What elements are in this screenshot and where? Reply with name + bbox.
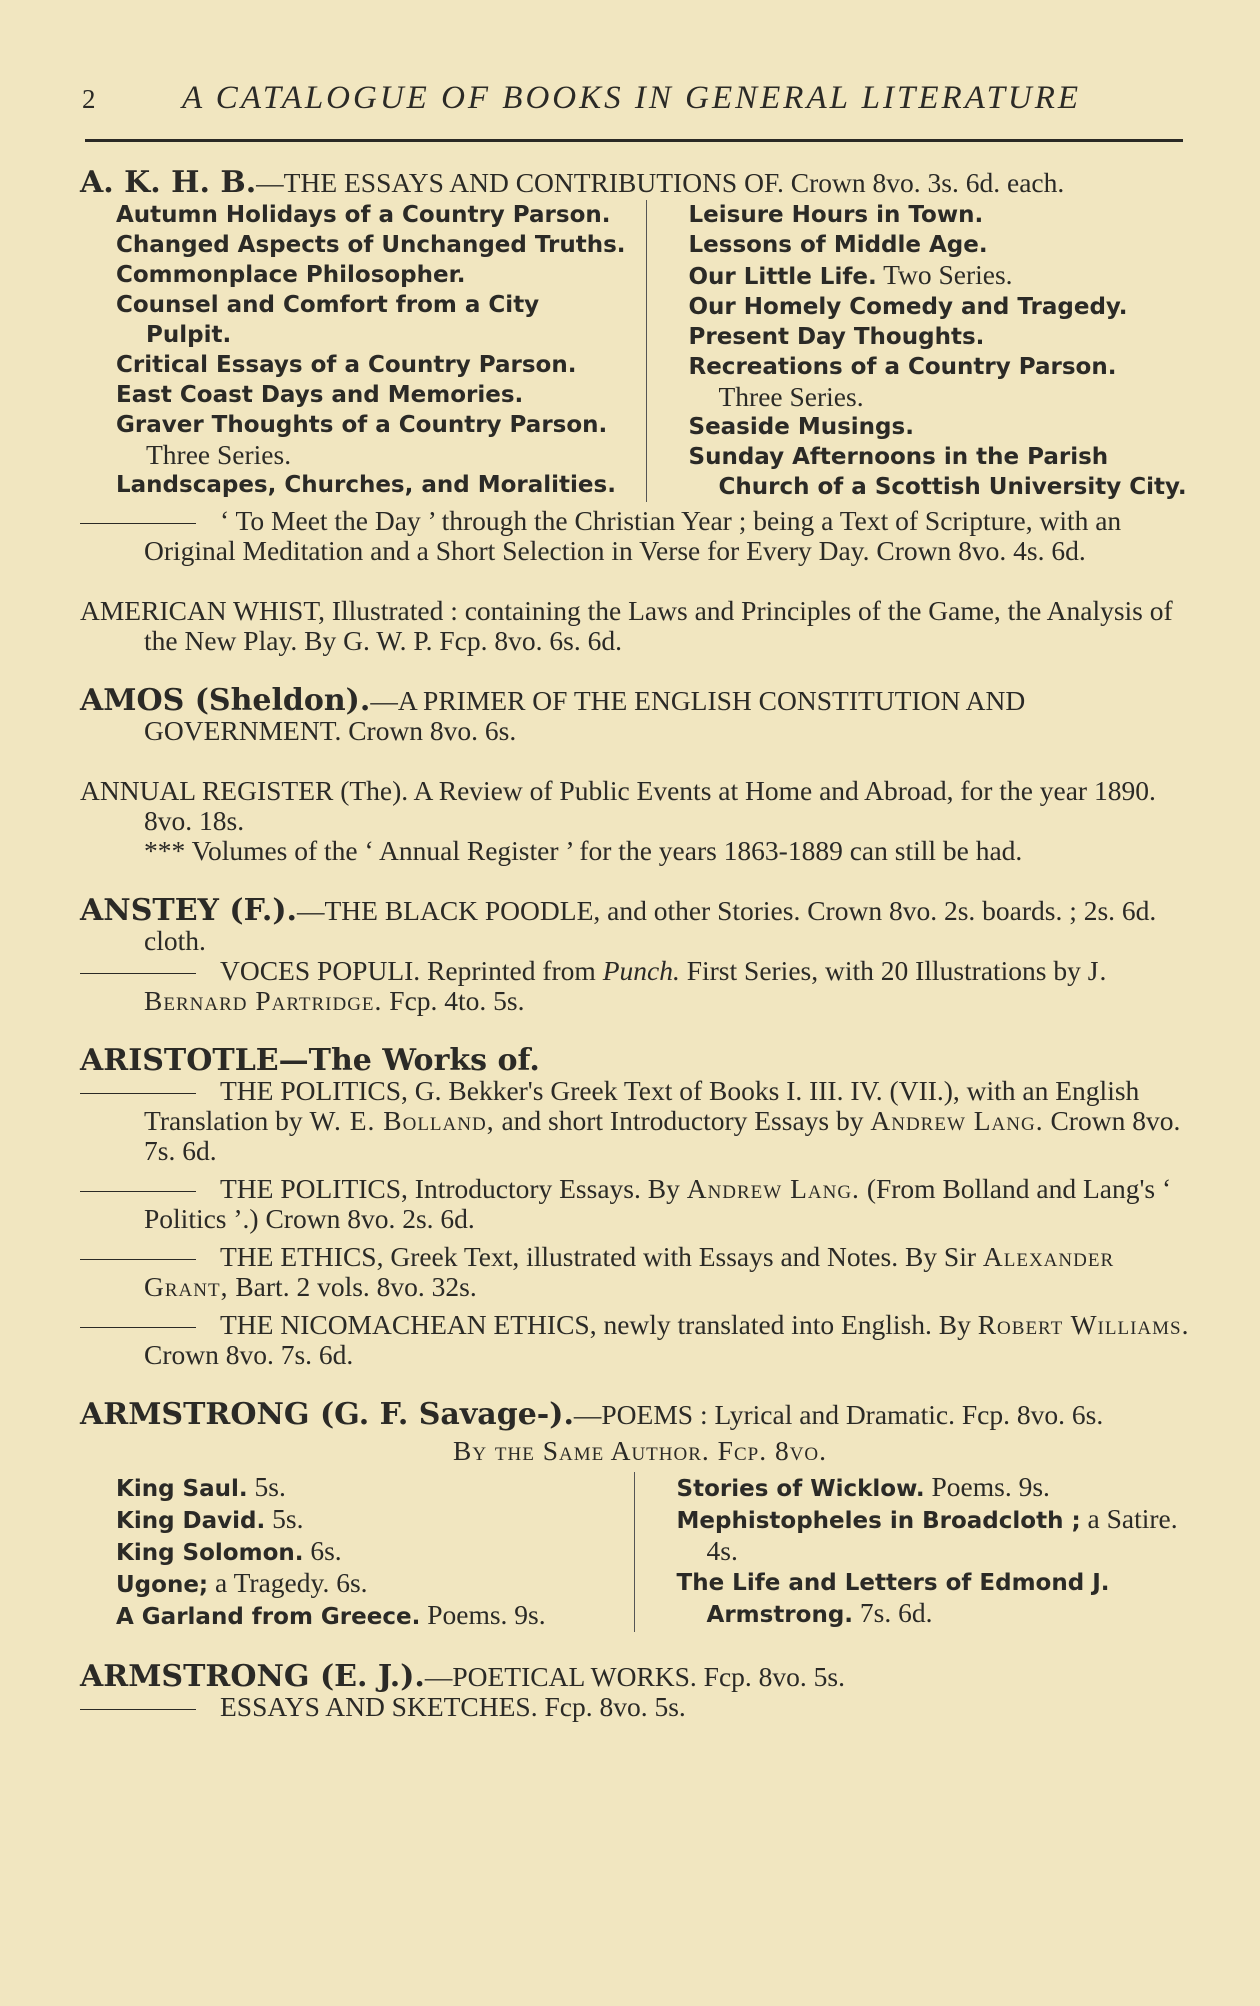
list-item: Present Day Thoughts. xyxy=(688,324,985,350)
author-name: J. Bernard Partridge. xyxy=(144,955,1108,1016)
entry-text: —POETICAL WORKS. Fcp. 8vo. 5s. xyxy=(424,1661,846,1692)
entry-text: (From Bolland and Lang's ‘ Politics ’.) Crown 8vo. 2s. 6d. xyxy=(144,1173,1172,1234)
author-name: Andrew Lang. xyxy=(870,1105,1044,1136)
entry-annual-register xyxy=(80,776,1200,866)
list-item: King Saul. xyxy=(116,1476,248,1502)
author-name: W. E. Bolland, xyxy=(309,1105,495,1136)
title-columns xyxy=(116,200,1200,502)
list-item: Sunday Afternoons in the Parish Church of a Scottish University City. xyxy=(688,444,1187,500)
entry-text: Crown 8vo. 7s. 6d. xyxy=(144,1339,354,1370)
author-name: Robert Williams. xyxy=(977,1309,1190,1340)
titles-right xyxy=(647,200,1201,502)
list-item: Our Little Life. xyxy=(688,264,877,290)
list-item: Ugone; xyxy=(116,1572,209,1598)
list-item: Seaside Musings. xyxy=(688,414,914,440)
list-item: Recreations of a Country Parson. xyxy=(688,354,1117,380)
entry-heading: A. K. H. B. xyxy=(80,165,257,200)
list-item: Commonplace Philosopher. xyxy=(116,262,466,288)
list-item: Leisure Hours in Town. xyxy=(688,202,984,228)
entry-text: ESSAYS AND SKETCHES. Fcp. 8vo. 5s. xyxy=(220,1691,686,1722)
list-price: Poems. 9s. xyxy=(931,1471,1050,1502)
ditto-rule xyxy=(80,1259,196,1260)
list-price: 6s. xyxy=(310,1535,342,1566)
entry-text: —A PRIMER OF THE ENGLISH CONSTITUTION AND GOVERNMENT. Crown 8vo. 6s. xyxy=(144,685,1026,746)
list-item: East Coast Days and Memories. xyxy=(116,382,524,408)
titles-left xyxy=(116,200,647,502)
entry-text: VOCES POPULI. Reprinted from xyxy=(220,955,596,986)
entry-text: and short Introductory Essays by xyxy=(501,1105,864,1136)
list-note: Three Series. xyxy=(146,439,292,470)
entry-text: THE POLITICS, G. Bekker's Greek Text of Books I. III. IV. (VII.), with an English Translation by xyxy=(144,1075,1140,1136)
header-rule xyxy=(85,139,1183,142)
entry-note: *** Volumes of the ‘ Annual Register ’ for the years 1863-1889 can still be had. xyxy=(144,835,1023,866)
entry-text: First Series, with 20 Illustrations by xyxy=(686,955,1081,986)
entry-text: —THE ESSAYS AND CONTRIBUTIONS OF. Crown 8vo. 3s. 6d. each. xyxy=(256,167,1065,198)
list-item: Our Homely Comedy and Tragedy. xyxy=(688,294,1128,320)
entry-american-whist xyxy=(80,596,1200,656)
entry-aristotle xyxy=(80,1043,1200,1370)
same-author-subhead: By the Same Author. Fcp. 8vo. xyxy=(452,1435,828,1466)
list-price: Poems. 9s. xyxy=(427,1599,546,1630)
entry-text: THE ETHICS, Greek Text, illustrated with Essays and Notes. By Sir xyxy=(220,1241,977,1272)
entry-text: —POEMS : Lyrical and Dramatic. Fcp. 8vo. 6s. xyxy=(573,1399,1104,1430)
entry-text: Bart. 2 vols. 8vo. 32s. xyxy=(235,1271,477,1302)
list-price: 5s. xyxy=(254,1471,286,1502)
entry-anstey xyxy=(80,893,1200,1016)
list-item: Counsel and Comfort from a City Pulpit. xyxy=(116,292,540,348)
entry-heading: ARMSTRONG (E. J.). xyxy=(80,1659,425,1694)
list-price: 7s. 6d. xyxy=(859,1597,933,1628)
list-item: King Solomon. xyxy=(116,1540,304,1566)
entry-armstrong-ej xyxy=(80,1659,1200,1722)
ditto-rule xyxy=(80,1709,196,1710)
entry-heading: ANSTEY (F.). xyxy=(80,893,297,928)
entry-text: THE POLITICS, Introductory Essays. By xyxy=(220,1173,680,1204)
list-item: Graver Thoughts of a Country Parson. xyxy=(116,412,608,438)
entry-text: AMERICAN WHIST, Illustrated : containing the Laws and Principles of the Game, the Analysis of the New Play. By G. W. P. Fcp. 8vo. 6s. 6d. xyxy=(80,595,1173,656)
titles-left xyxy=(116,1472,635,1632)
ditto-rule xyxy=(80,1327,196,1328)
author-name: Andrew Lang. xyxy=(686,1173,860,1204)
list-item: King David. xyxy=(116,1508,266,1534)
entry-heading: ARISTOTLE—The Works of. xyxy=(80,1043,540,1078)
entry-akhb xyxy=(80,165,1200,566)
ditto-rule xyxy=(80,1191,196,1192)
author-name: Alexander Grant, xyxy=(144,1241,1115,1302)
list-item: Lessons of Middle Age. xyxy=(688,232,988,258)
catalogue-body xyxy=(80,165,1200,1752)
list-item: Autumn Holidays of a Country Parson. xyxy=(116,202,611,228)
list-price: 5s. xyxy=(272,1503,304,1534)
page-number: 2 xyxy=(82,84,96,114)
list-item: Stories of Wicklow. xyxy=(676,1476,925,1502)
entry-armstrong-gf xyxy=(80,1397,1200,1632)
list-price: a Satire. 4s. xyxy=(706,1503,1178,1566)
entry-amos xyxy=(80,683,1200,746)
list-item: Critical Essays of a Country Parson. xyxy=(116,352,577,378)
list-item: Mephistopheles in Broadcloth ; xyxy=(676,1508,1081,1534)
entry-text: Crown 8vo. 7s. 6d. xyxy=(144,1105,1181,1166)
entry-text: Fcp. 4to. 5s. xyxy=(389,985,525,1016)
list-item: Landscapes, Churches, and Moralities. xyxy=(116,472,616,498)
list-item: The Life and Letters of Edmond J. Armstrong. xyxy=(676,1570,1110,1628)
list-note: Two Series. xyxy=(883,259,1013,290)
ditto-rule xyxy=(80,973,196,974)
italic-title: Punch. xyxy=(602,955,680,986)
page-title: A CATALOGUE OF BOOKS IN GENERAL LITERATURE xyxy=(182,80,1082,116)
list-item: Changed Aspects of Unchanged Truths. xyxy=(116,232,626,258)
list-item: A Garland from Greece. xyxy=(116,1604,421,1630)
list-note: Three Series. xyxy=(718,381,864,412)
entry-heading: AMOS (Sheldon). xyxy=(80,683,371,718)
list-price: a Tragedy. 6s. xyxy=(215,1567,368,1598)
entry-text: ANNUAL REGISTER (The). A Review of Public Events at Home and Abroad, for the year 1890. 8vo. 18s. xyxy=(80,775,1156,836)
titles-right xyxy=(635,1472,1200,1632)
entry-text: —THE BLACK POODLE, and other Stories. Crown 8vo. 2s. boards. ; 2s. 6d. cloth. xyxy=(144,895,1157,956)
ditto-rule xyxy=(80,1093,196,1094)
ditto-rule xyxy=(80,523,196,524)
entry-text: THE NICOMACHEAN ETHICS, newly translated into English. By xyxy=(220,1309,971,1340)
title-columns xyxy=(116,1472,1200,1632)
entry-heading: ARMSTRONG (G. F. Savage-). xyxy=(80,1397,574,1432)
entry-text: ‘ To Meet the Day ’ through the Christian Year ; being a Text of Scripture, with an Original Meditation and a Short Selection in Verse for Every Day. Crown 8vo. 4s. 6d. xyxy=(144,505,1122,566)
